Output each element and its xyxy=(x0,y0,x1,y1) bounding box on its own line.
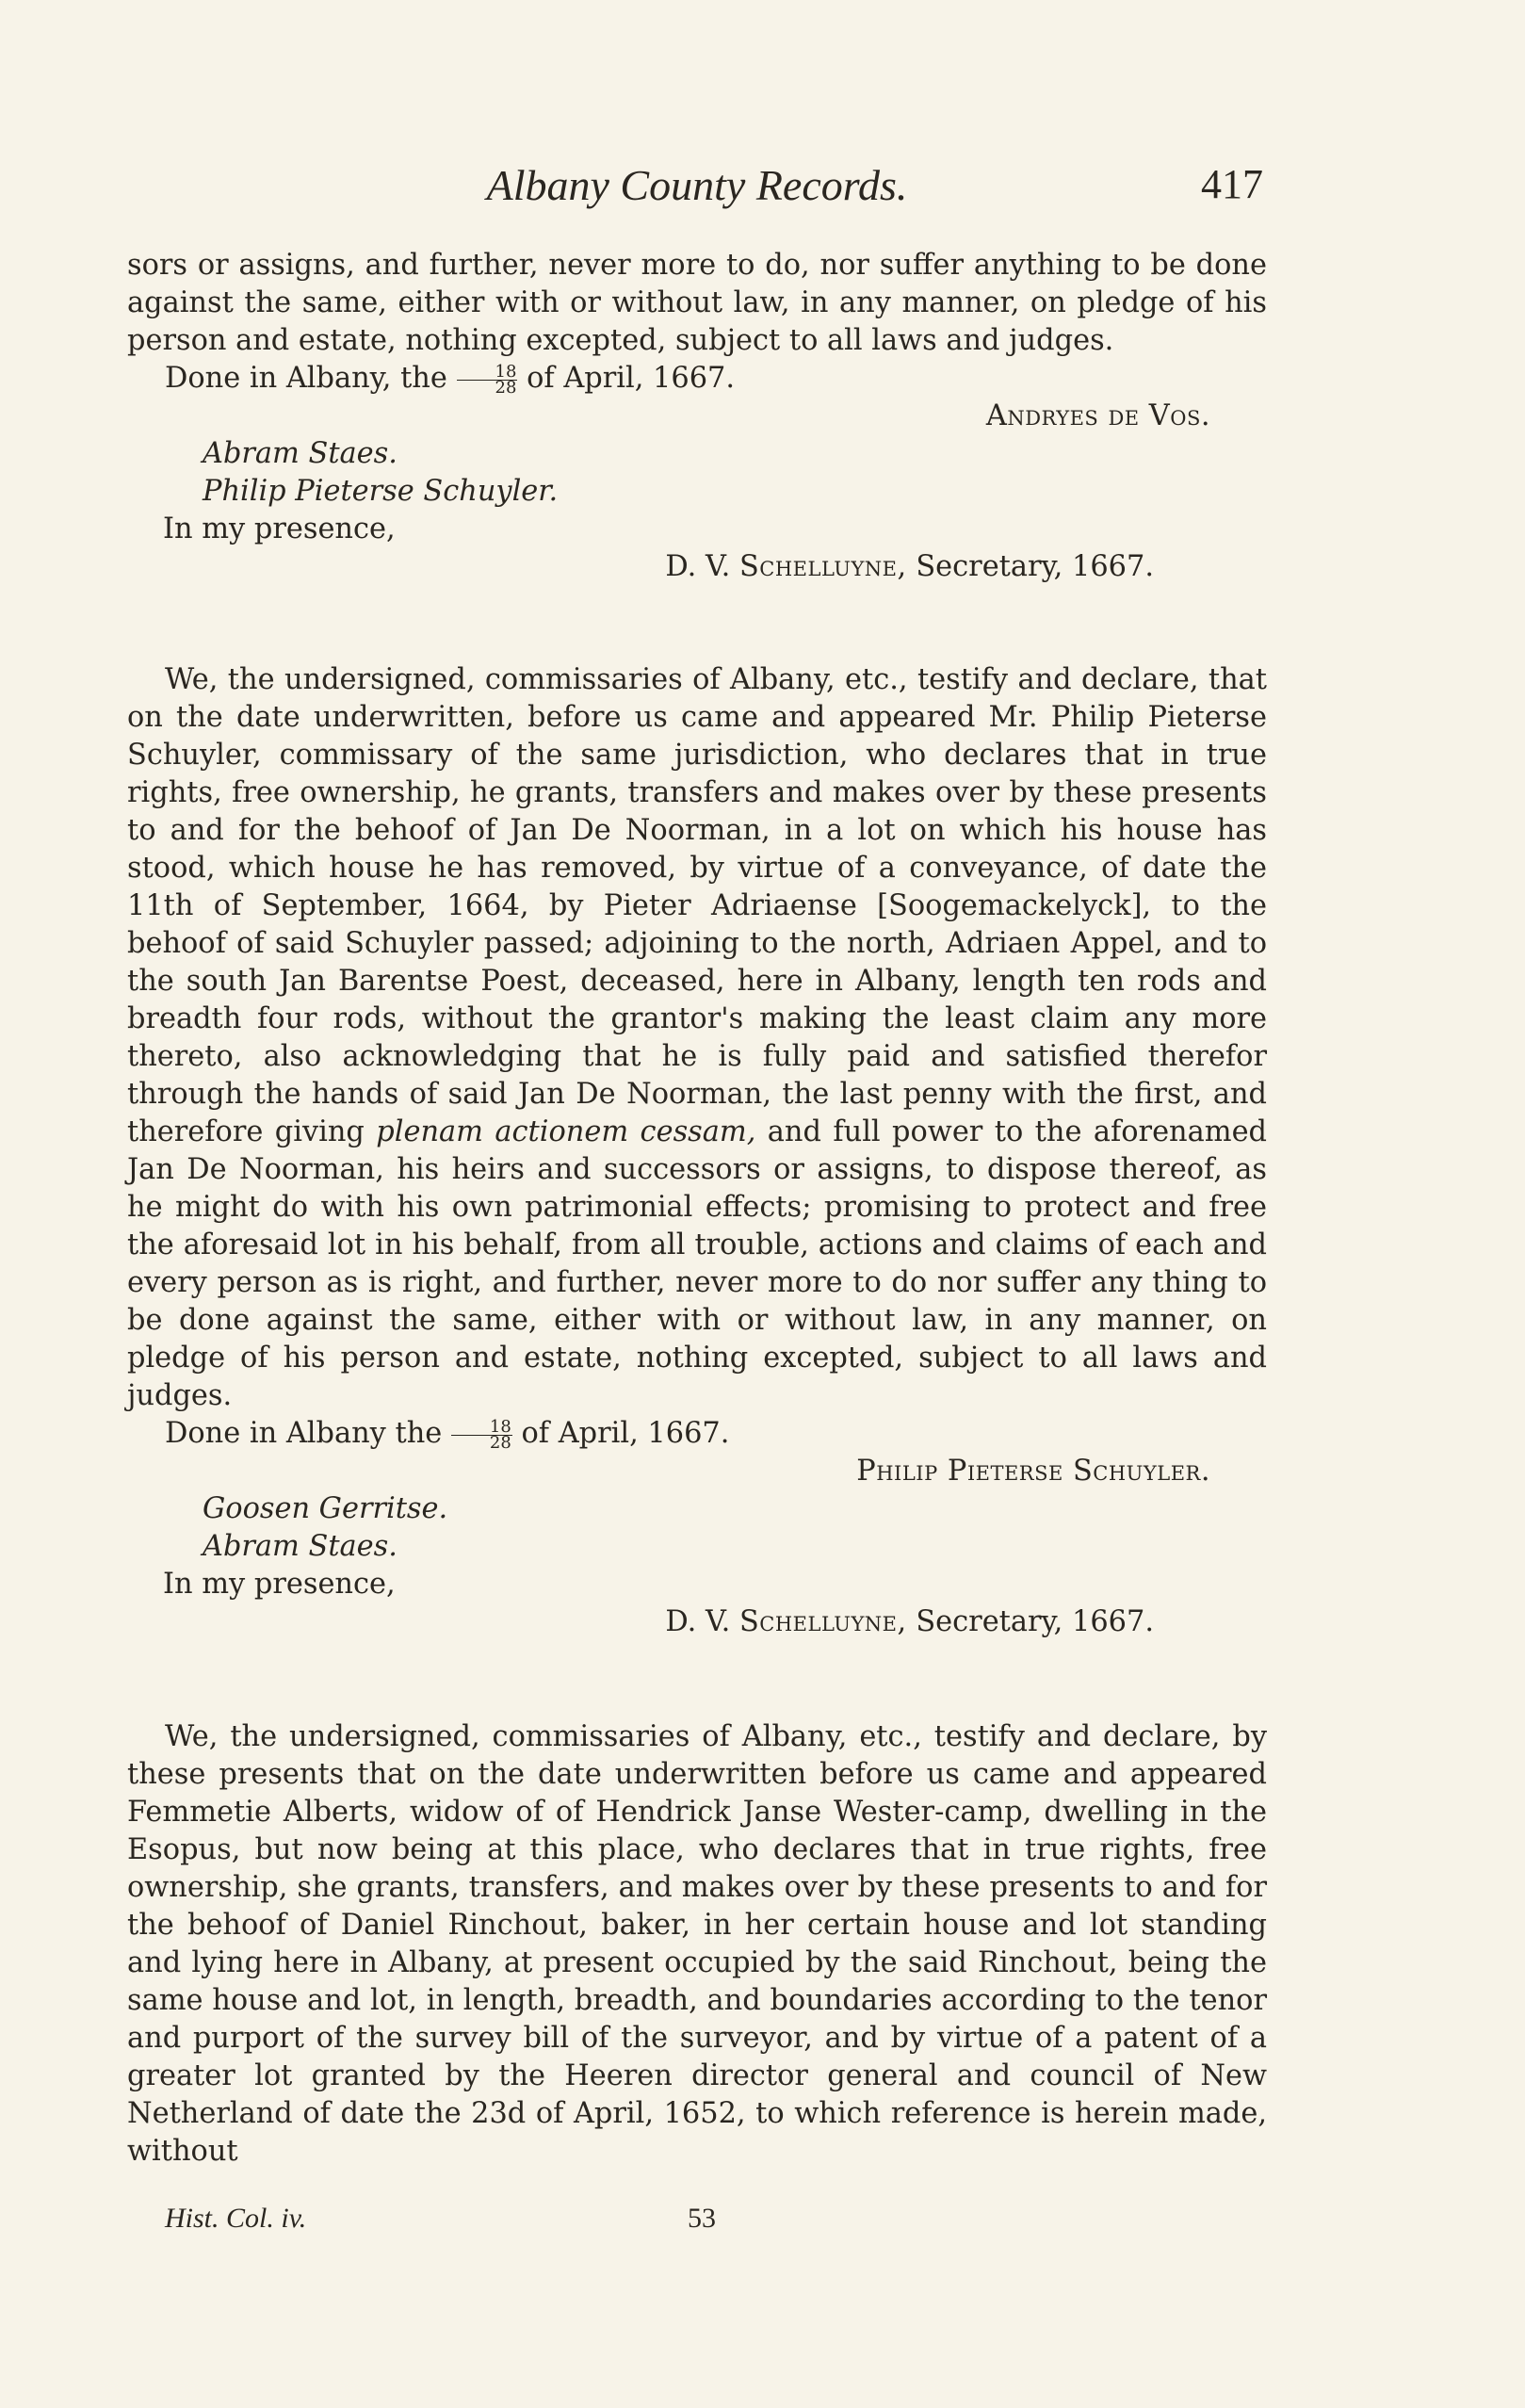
deed1-text: sors or assigns, and further, never more to do, nor suffer anything to be done against the same, either with or without law, in any manner, on pledge of his person and estate, nothing excepted, subject to all laws and judges. xyxy=(127,249,1267,357)
deed1-secretary-title: Secretary, 1667. xyxy=(916,550,1154,583)
deed1-witness-1: Abram Staes. xyxy=(203,437,397,470)
deed2-secretary-title: Secretary, 1667. xyxy=(916,1605,1154,1638)
deed2-frac-denominator: 28 xyxy=(489,1432,511,1453)
deed2-date-suffix: of April, 1667. xyxy=(521,1417,730,1450)
deed2-date-prefix: Done in Albany the xyxy=(165,1417,443,1450)
section-gap xyxy=(127,1641,1267,1718)
deed2-secretary-name: Schelluyne, xyxy=(738,1605,907,1638)
page-number: 417 xyxy=(1201,161,1263,207)
page-footer xyxy=(165,2203,918,2250)
sheet-number: 53 xyxy=(688,2203,716,2234)
deed2-witness-2: Abram Staes. xyxy=(203,1530,397,1563)
deed2-date-fraction xyxy=(451,1416,512,1453)
deed2-presence: In my presence, xyxy=(163,1568,396,1601)
deed1-frac-numerator: 18 xyxy=(457,365,518,381)
body-text xyxy=(127,247,1267,2171)
deed1-presence: In my presence, xyxy=(163,513,396,545)
deed2-secretary-initials: D. V. xyxy=(665,1605,731,1638)
deed1-date-prefix: Done in Albany, the xyxy=(165,362,447,395)
deed1-secretary xyxy=(127,548,1267,586)
deed1-signer: Andryes de Vos. xyxy=(985,399,1210,432)
deed1-date xyxy=(127,360,1267,398)
deed1-secretary-name: Schelluyne, xyxy=(738,550,907,583)
deed2-signer: Philip Pieterse Schuyler. xyxy=(856,1455,1210,1488)
deed3-text: We, the undersigned, commissaries of Albany, etc., testify and declare, by these presents that on the date underwritten before us came and appeared Femmetie Alberts, widow of of Hendrick Janse Wester-camp, dwelling in the Esopus, but now being at this place, who declares that in true rights, free ownership, she grants, transfers, and makes over by these presents to and for the behoof of Daniel Rinchout, baker, in her certain house and lot standing and lying here in Albany, at present occupied by the said Rinchout, being the same house and lot, in length, breadth, and boundaries according to the tenor and purport of the survey bill of the surveyor, and by virtue of a patent of a greater lot granted by the Heeren director general and council of New Netherland of date the 23d of April, 1652, to which reference is herein made, without xyxy=(127,1720,1267,2168)
deed2-date xyxy=(127,1415,1267,1453)
deed2-text xyxy=(127,661,1267,1415)
page-header xyxy=(127,160,1267,217)
signature-mark: Hist. Col. iv. xyxy=(165,2203,307,2234)
running-title: Albany County Records. xyxy=(486,161,908,209)
deed1-witness-2: Philip Pieterse Schuyler. xyxy=(203,475,559,508)
deed1-date-fraction xyxy=(457,361,518,398)
deed1-date-suffix: of April, 1667. xyxy=(527,362,736,395)
deed2-witness-1: Goosen Gerritse. xyxy=(203,1492,448,1525)
deed1-frac-denominator: 28 xyxy=(495,377,517,398)
deed2-text-a: We, the undersigned, commissaries of Albany, etc., testify and declare, that on the date underwritten, before us came and appeared Mr. Philip Pieterse Schuyler, commissary of the same jurisdiction, who declares that in true rights, free ownership, he grants, transfers and makes over by these presents to and for the behoof of Jan De Noorman, in a lot on which his house has stood, which house he has removed, by virtue of a conveyance, of date the 11th of September, 1664, by Pieter Adriaense [Soogemackelyck], to the behoof of said Schuyler passed; adjoining to the north, Adriaen Appel, and to the south Jan Barentse Poest, deceased, here in Albany, length ten rods and breadth four rods, without the grantor's making the least claim any more thereto, also acknowledging that he is fully paid and satisfied therefor through the hands of said Jan De Noorman, the last penny with the first, and therefore giving xyxy=(127,663,1267,1148)
section-gap xyxy=(127,586,1267,661)
deed2-secretary xyxy=(127,1603,1267,1641)
deed1-secretary-initials: D. V. xyxy=(665,550,731,583)
deed2-frac-numerator: 18 xyxy=(451,1420,512,1436)
deed2-latin-phrase: plenam actionem cessam, xyxy=(376,1115,756,1148)
deed2-text-b: and full power to the aforenamed Jan De Noorman, his heirs and successors or assigns, to dispose thereof, as he might do with his own patrimonial effects; promising to protect and free the aforesaid lot in his behalf, from all trouble, actions and claims of each and every person as is right, and further, never more to do nor suffer any thing to be done against the same, either with or without law, in any manner, on pledge of his person and estate, nothing excepted, subject to all laws and judges. xyxy=(127,1115,1268,1412)
